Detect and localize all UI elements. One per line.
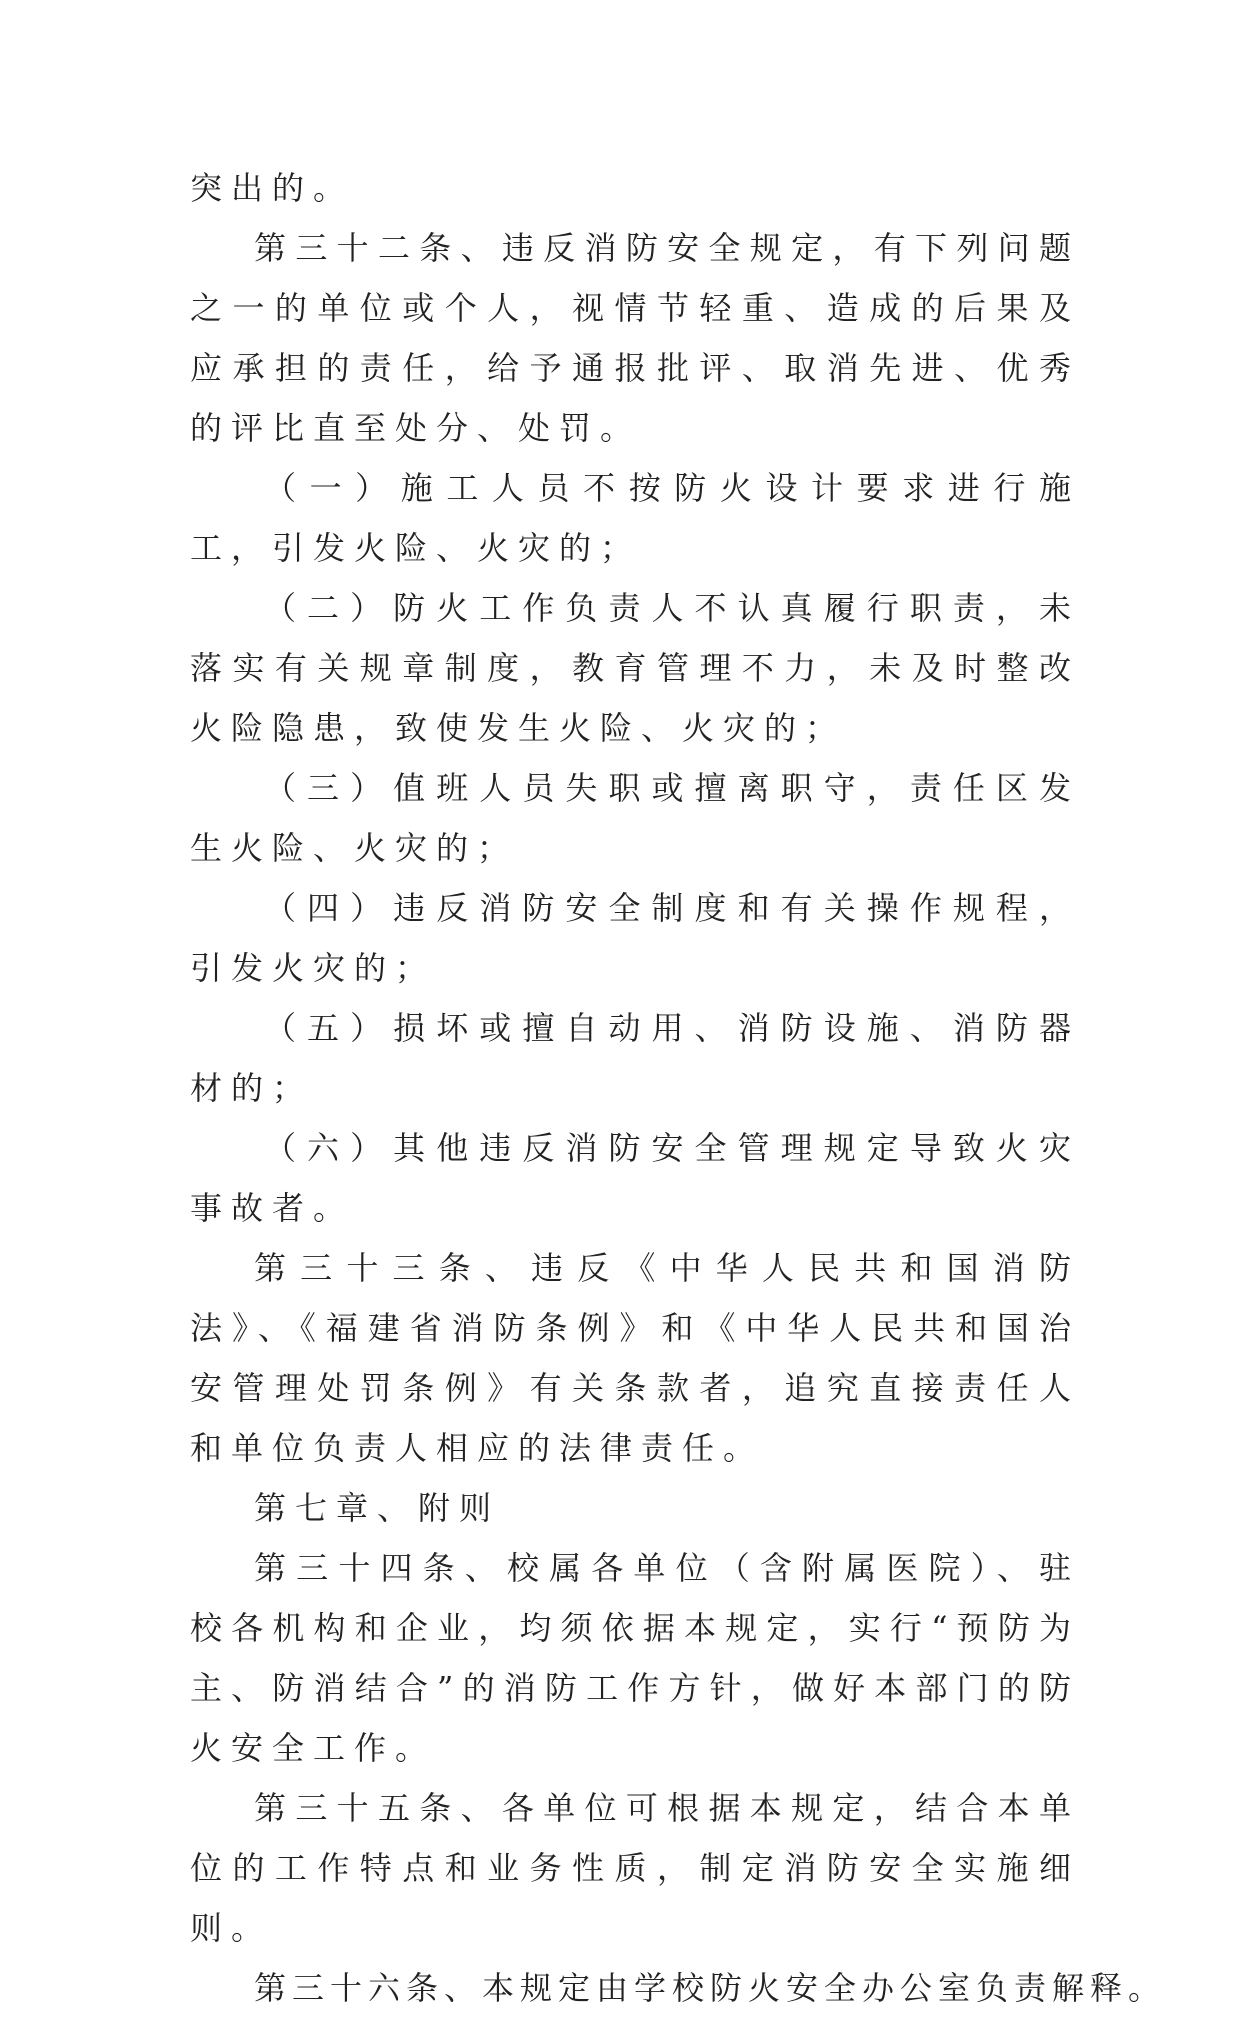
chapter-7-heading: 第七章、附则 <box>254 1489 501 1527</box>
article-34: 第三十四条、校属各单位（含附属医院）、驻校各机构和企业，均须依据本规定，实行“预防为主、防消结合”的消防工作方针，做好本部门的防火安全工作。 <box>190 1549 1080 1767</box>
article-32-item-6: （六）其他违反消防安全管理规定导致火灾事故者。 <box>190 1129 1080 1227</box>
article-35: 第三十五条、各单位可根据本规定，结合本单位的工作特点和业务性质，制定消防安全实施细则。 <box>190 1789 1080 1947</box>
document-body <box>190 158 1167 2018</box>
paragraph-continuation: 突出的。 <box>190 169 355 207</box>
article-32-item-5: （五）损坏或擅自动用、消防设施、消防器材的； <box>190 1009 1080 1107</box>
article-33: 第三十三条、违反《中华人民共和国消防法》、《福建省消防条例》和《中华人民共和国治安管理处罚条例》有关条款者，追究直接责任人和单位负责人相应的法律责任。 <box>190 1249 1080 1467</box>
article-32-item-2: （二）防火工作负责人不认真履行职责，未落实有关规章制度，教育管理不力，未及时整改火险隐患，致使发生火险、火灾的； <box>190 589 1080 747</box>
article-36: 第三十六条、本规定由学校防火安全办公室负责解释。 <box>254 1969 1167 2007</box>
article-32: 第三十二条、违反消防安全规定，有下列问题之一的单位或个人，视情节轻重、造成的后果及应承担的责任，给予通报批评、取消先进、优秀的评比直至处分、处罚。 <box>190 229 1080 447</box>
article-32-item-4: （四）违反消防安全制度和有关操作规程，引发火灾的； <box>190 889 1080 987</box>
article-32-item-3: （三）值班人员失职或擅离职守，责任区发生火险、火灾的； <box>190 769 1080 867</box>
article-32-item-1: （一）施工人员不按防火设计要求进行施工，引发火险、火灾的； <box>190 469 1080 567</box>
